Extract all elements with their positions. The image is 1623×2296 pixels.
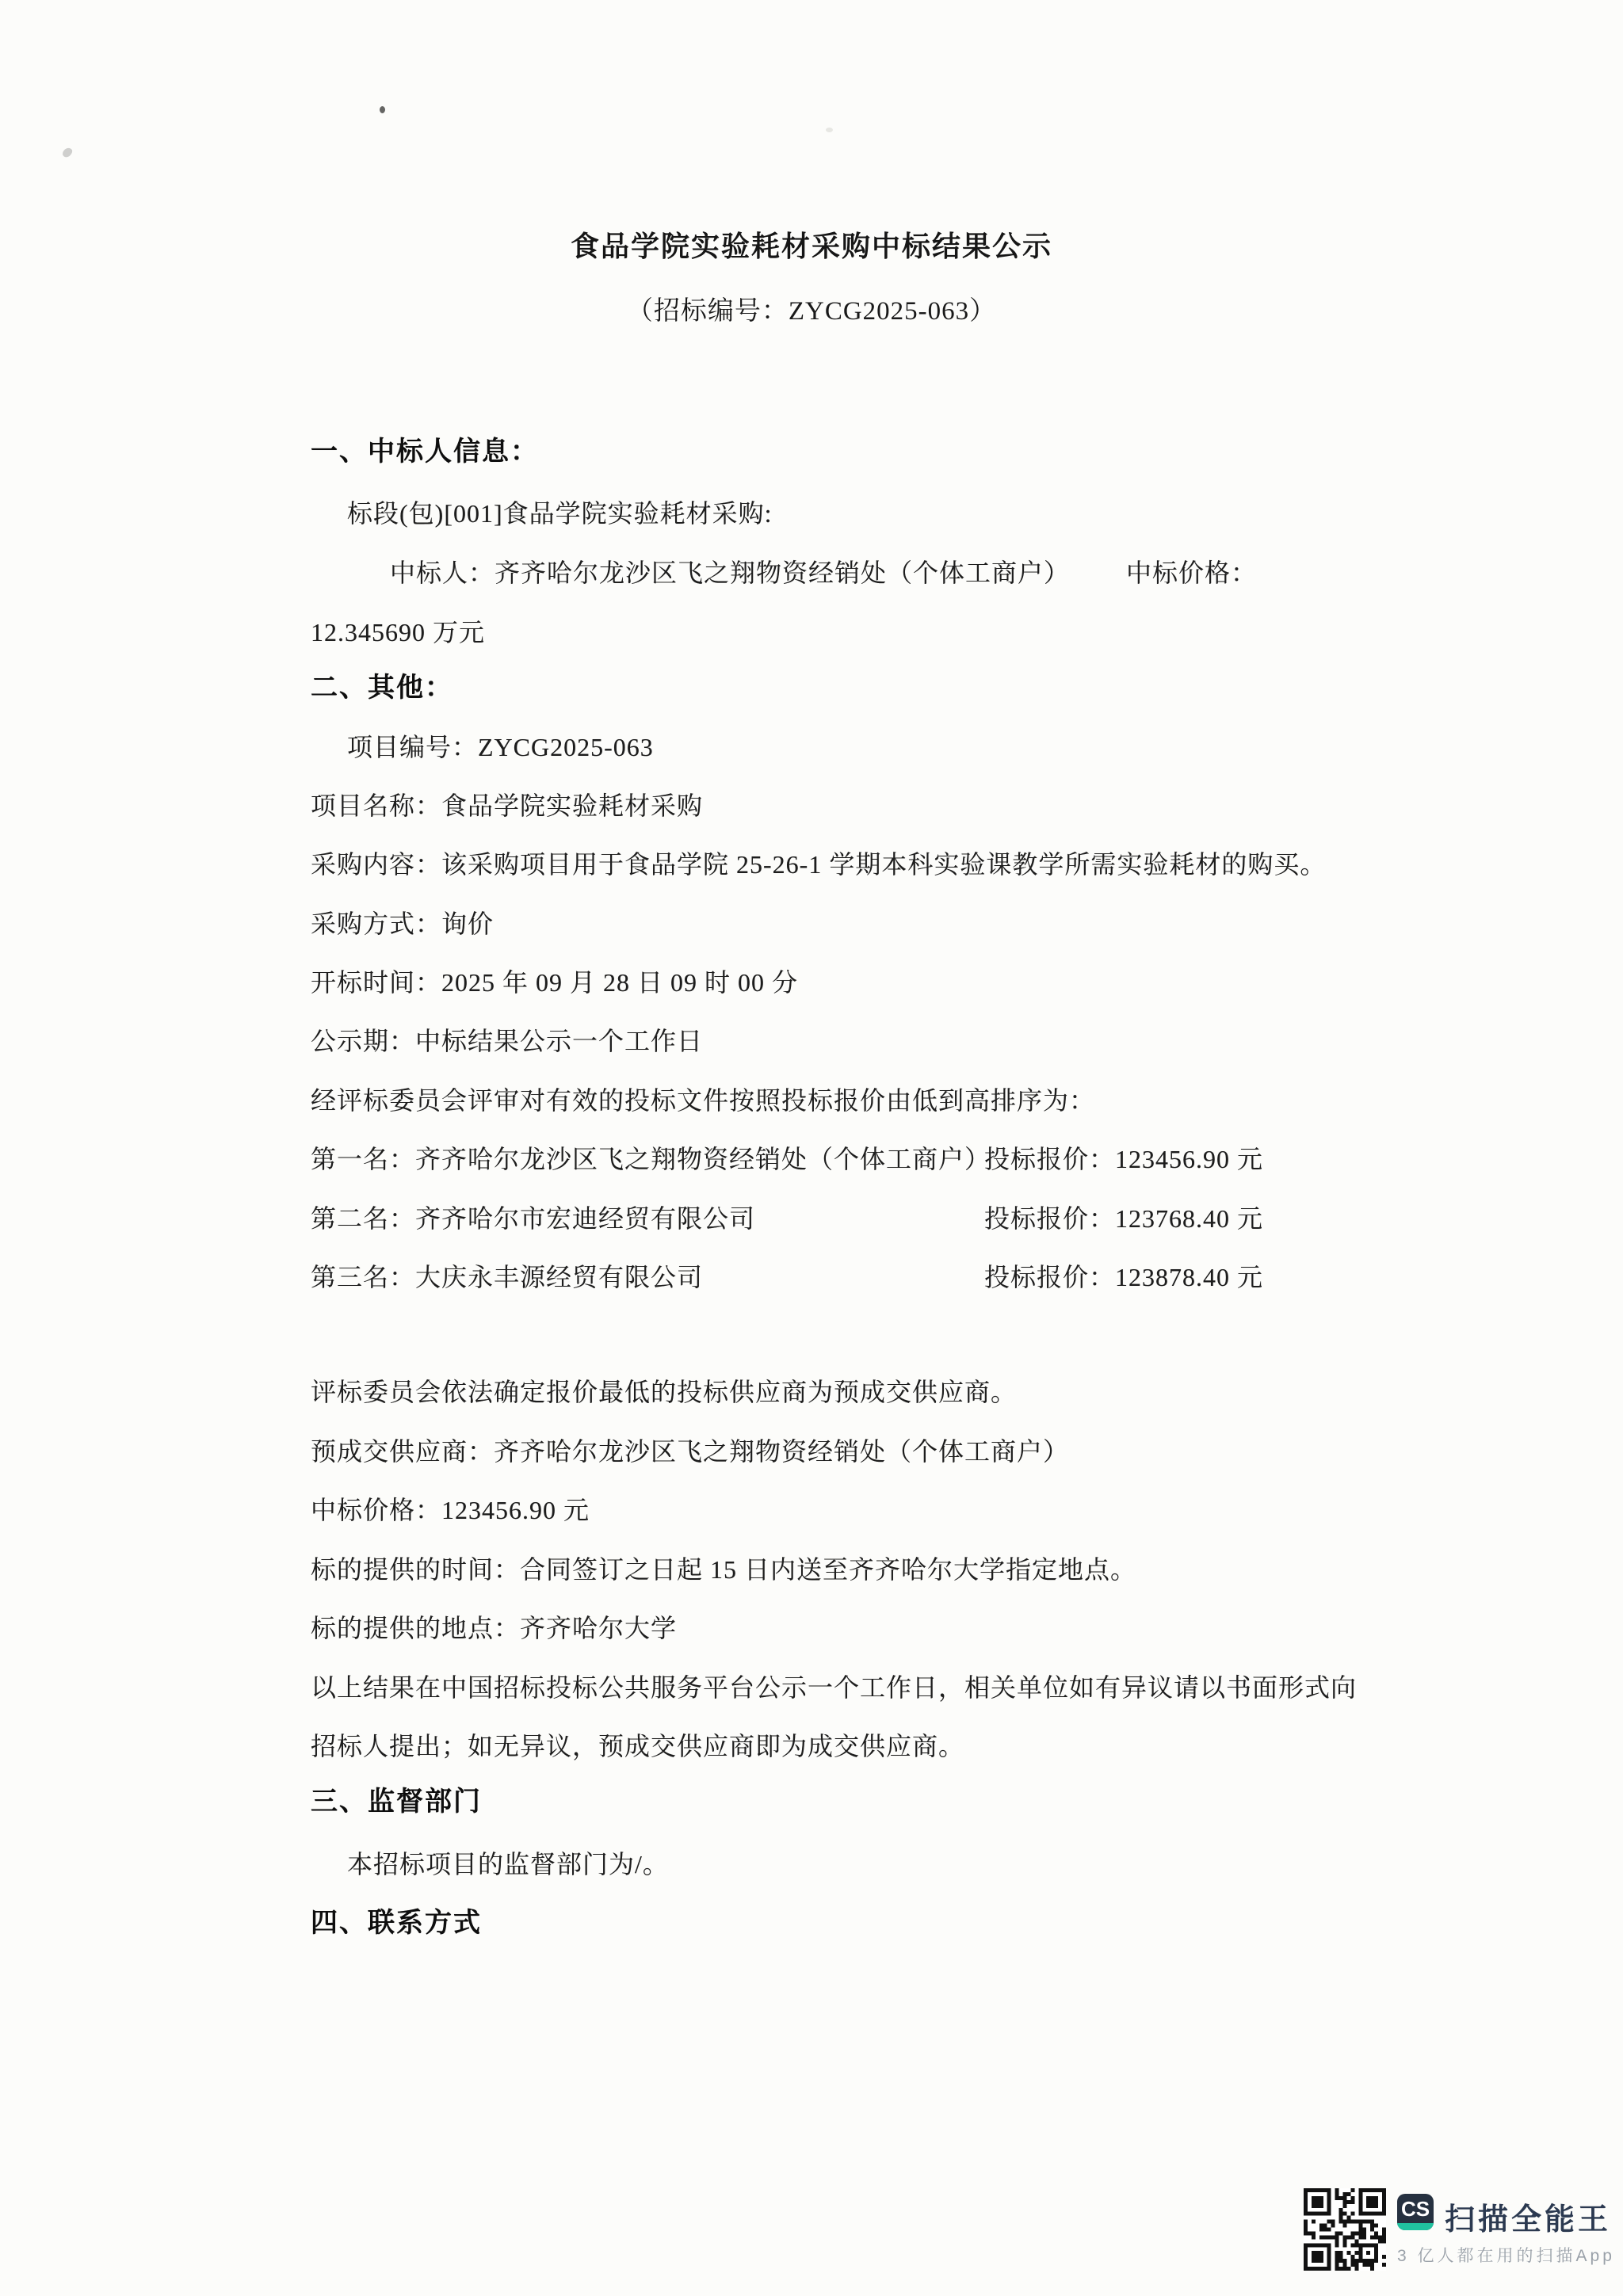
winner-price-label: 中标价格： bbox=[1126, 559, 1258, 587]
ranking-row-2 bbox=[311, 1202, 1325, 1237]
decision-line: 评标委员会依法确定报价最低的投标供应商为预成交供应商。 bbox=[311, 1378, 1018, 1406]
ranking-3-name: 第三名：大庆永丰源经贸有限公司 bbox=[311, 1263, 704, 1291]
ranking-intro-line: 经评标委员会评审对有效的投标文件按照投标报价由低到高排序为： bbox=[311, 1086, 1096, 1115]
camscanner-logo-teal-bar bbox=[1397, 2223, 1434, 2230]
lot-line: 标段(包)[001]食品学院实验耗材采购: bbox=[347, 499, 773, 528]
tender-number-line: （招标编号：ZYCG2025-063） bbox=[626, 297, 997, 326]
winner-price-value: 12.345690 万元 bbox=[311, 618, 486, 646]
pre-winner-line: 预成交供应商：齐齐哈尔龙沙区飞之翔物资经销处（个体工商户） bbox=[311, 1437, 1070, 1466]
camscanner-logo-text: CS bbox=[1400, 2197, 1430, 2221]
delivery-place-line: 标的提供的地点：齐齐哈尔大学 bbox=[311, 1614, 678, 1642]
scan-speck bbox=[826, 128, 833, 132]
bid-opening-time-line: 开标时间：2025 年 09 月 28 日 09 时 00 分 bbox=[311, 968, 799, 997]
ranking-row-1 bbox=[311, 1142, 1325, 1177]
scan-speck bbox=[380, 106, 385, 113]
ranking-1-name: 第一名：齐齐哈尔龙沙区飞之翔物资经销处（个体工商户） bbox=[311, 1145, 991, 1173]
procurement-content-line: 采购内容：该采购项目用于食品学院 25-26-1 学期本科实验课教学所需实验耗材的购买。 bbox=[311, 850, 1327, 879]
notice-line-2: 招标人提出；如无异议，预成交供应商即为成交供应商。 bbox=[311, 1732, 965, 1760]
publicity-period-line: 公示期：中标结果公示一个工作日 bbox=[311, 1027, 704, 1055]
section1-heading: 一、中标人信息： bbox=[311, 437, 539, 467]
section3-heading: 三、监督部门 bbox=[311, 1787, 482, 1817]
winning-price-line: 中标价格：123456.90 元 bbox=[311, 1496, 590, 1524]
project-number-line: 项目编号：ZYCG2025-063 bbox=[347, 733, 654, 761]
scan-speck bbox=[61, 146, 74, 158]
qr-code bbox=[1304, 2188, 1386, 2271]
document-title: 食品学院实验耗材采购中标结果公示 bbox=[570, 231, 1052, 262]
ranking-2-price: 投标报价：123768.40 元 bbox=[984, 1204, 1264, 1233]
winner-row bbox=[311, 556, 1325, 591]
camscanner-logo bbox=[1397, 2194, 1434, 2230]
ranking-1-price: 投标报价：123456.90 元 bbox=[984, 1145, 1264, 1173]
section2-heading: 二、其他： bbox=[311, 673, 453, 703]
delivery-time-line: 标的提供的时间：合同签订之日起 15 日内送至齐齐哈尔大学指定地点。 bbox=[311, 1555, 1137, 1584]
procurement-method-line: 采购方式：询价 bbox=[311, 910, 495, 938]
winner-name: 中标人：齐齐哈尔龙沙区飞之翔物资经销处（个体工商户） bbox=[390, 559, 1071, 587]
camscanner-tagline: 3 亿人都在用的扫描App bbox=[1397, 2247, 1615, 2265]
ranking-3-price: 投标报价：123878.40 元 bbox=[984, 1263, 1264, 1291]
ranking-2-name: 第二名：齐齐哈尔市宏迪经贸有限公司 bbox=[311, 1204, 756, 1233]
notice-line-1: 以上结果在中国招标投标公共服务平台公示一个工作日，相关单位如有异议请以书面形式向 bbox=[311, 1673, 1358, 1702]
section4-heading: 四、联系方式 bbox=[311, 1908, 482, 1938]
camscanner-watermark bbox=[1304, 2187, 1615, 2282]
project-name-line: 项目名称：食品学院实验耗材采购 bbox=[311, 791, 704, 820]
supervision-body-line: 本招标项目的监督部门为/。 bbox=[347, 1850, 669, 1878]
camscanner-app-name: 扫描全能王 bbox=[1445, 2203, 1612, 2237]
ranking-row-3 bbox=[311, 1261, 1325, 1295]
